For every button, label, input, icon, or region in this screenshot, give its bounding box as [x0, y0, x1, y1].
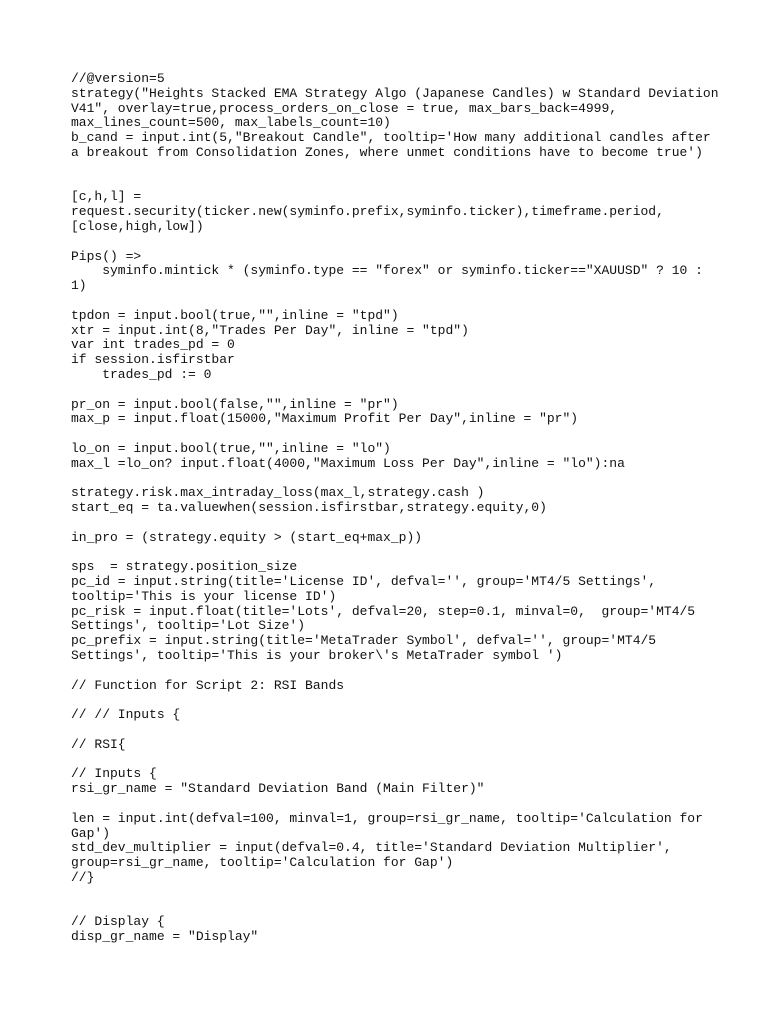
code-line: len = input.int(defval=100, minval=1, group=rsi_gr_name, tooltip='Calculation for: [71, 810, 703, 826]
code-line: [71, 723, 711, 738]
code-line: max_p = input.float(15000,"Maximum Profit Per Day",inline = "pr"): [71, 411, 579, 427]
code-line: // Inputs {: [71, 766, 157, 782]
code-line: V41", overlay=true,process_orders_on_close = true, max_bars_back=4999,: [71, 100, 618, 116]
code-line: trades_pd := 0: [71, 366, 212, 382]
code-line: xtr = input.int(8,"Trades Per Day", inline = "tpd"): [71, 322, 469, 338]
code-line: group=rsi_gr_name, tooltip='Calculation for Gap'): [71, 855, 454, 871]
code-line: if session.isfirstbar: [71, 352, 235, 368]
code-line: max_l =lo_on? input.float(4000,"Maximum Loss Per Day",inline = "lo"):na: [71, 455, 625, 471]
code-line: strategy.risk.max_intraday_loss(max_l,strategy.cash ): [71, 485, 485, 501]
code-line: [71, 546, 711, 561]
code-line: Settings', tooltip='Lot Size'): [71, 618, 306, 634]
code-line: //@version=5: [71, 71, 165, 86]
code-line: Settings', tooltip='This is your broker\'s MetaTrader symbol '): [71, 648, 563, 664]
code-line: [71, 161, 711, 176]
code-line: [71, 294, 711, 309]
code-line: //}: [71, 870, 95, 886]
code-line: // // Inputs {: [71, 707, 181, 723]
code-line: var int trades_pd = 0: [71, 337, 235, 353]
code-line: strategy("Heights Stacked EMA Strategy Algo (Japanese Candles) w Standard Deviation: [71, 85, 719, 101]
code-line: [71, 693, 711, 708]
code-line: [71, 235, 711, 250]
code-line: disp_gr_name = "Display": [71, 929, 259, 945]
code-line: syminfo.mintick * (syminfo.type == "forex" or syminfo.ticker=="XAUUSD" ? 10 :: [71, 263, 703, 279]
code-line: // Display {: [71, 914, 165, 930]
code-line: // Function for Script 2: RSI Bands: [71, 677, 345, 693]
code-line: [71, 472, 711, 487]
code-line: pc_id = input.string(title='License ID', defval='', group='MT4/5 Settings',: [71, 574, 657, 590]
code-line: Gap'): [71, 825, 111, 841]
code-document: [71, 71, 719, 945]
code-line: Pips() =>: [71, 248, 142, 264]
code-line: [71, 427, 711, 442]
code-line: request.security(ticker.new(syminfo.prefix,syminfo.ticker),timeframe.period,: [71, 204, 664, 220]
code-line: [71, 886, 711, 901]
code-line: std_dev_multiplier = input(defval=0.4, title='Standard Deviation Multiplier',: [71, 840, 672, 856]
code-line: b_cand = input.int(5,"Breakout Candle", tooltip='How many additional candles after: [71, 130, 711, 146]
code-line: pc_risk = input.float(title='Lots', defval=20, step=0.1, minval=0, group='MT4/5: [71, 603, 696, 619]
code-line: tpdon = input.bool(true,"",inline = "tpd"): [71, 307, 399, 323]
code-line: [71, 753, 711, 768]
code-line: [71, 901, 711, 916]
code-line: 1): [71, 278, 87, 294]
code-line: [71, 797, 711, 812]
code-line: max_lines_count=500, max_labels_count=10): [71, 115, 391, 131]
code-line: [c,h,l] =: [71, 189, 142, 205]
code-line: sps = strategy.position_size: [71, 559, 298, 575]
code-line: pc_prefix = input.string(title='MetaTrader Symbol', defval='', group='MT4/5: [71, 633, 657, 649]
code-line: rsi_gr_name = "Standard Deviation Band (Main Filter)": [71, 781, 485, 797]
code-line: [71, 516, 711, 531]
code-line: pr_on = input.bool(false,"",inline = "pr"): [71, 396, 399, 412]
code-line: lo_on = input.bool(true,"",inline = "lo"): [71, 440, 391, 456]
code-line: tooltip='This is your license ID'): [71, 588, 337, 604]
code-line: in_pro = (strategy.equity > (start_eq+max_p)): [71, 529, 423, 545]
code-line: [close,high,low]): [71, 218, 204, 234]
code-line: [71, 176, 711, 191]
code-line: [71, 664, 711, 679]
code-line: [71, 383, 711, 398]
code-line: start_eq = ta.valuewhen(session.isfirstbar,strategy.equity,0): [71, 500, 547, 516]
code-line: // RSI{: [71, 736, 126, 752]
code-line: a breakout from Consolidation Zones, where unmet conditions have to become true'): [71, 144, 703, 160]
